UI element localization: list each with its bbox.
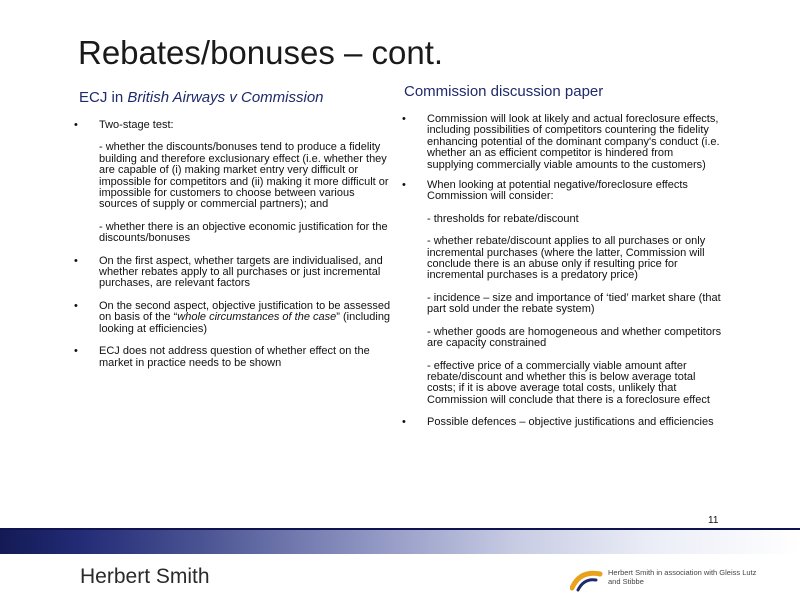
list-item	[402, 180, 722, 203]
bullet-text: Two-stage test:	[99, 119, 174, 131]
partner-logo	[570, 566, 755, 592]
indent-text: - incidence – size and importance of ‘tied’ market share (that part sold under the rebate system)	[427, 291, 721, 316]
bullet-text: When looking at potential negative/foreclosure effects Commission will consider:	[427, 179, 688, 203]
list-item	[74, 120, 394, 131]
list-item	[402, 327, 722, 350]
bullet-text: Commission will look at likely and actual foreclosure effects, including possibilities of competitors countering the fidelity enhancing potential of the dominant company's conduct (i.e. whether an as efficient competitor is hindered from supplying commercially viable amounts to the customers)	[427, 113, 720, 171]
bullet-marker: •	[74, 345, 78, 358]
left-column-heading	[79, 89, 324, 106]
bullet-text: On the first aspect, whether targets are individualised, and whether rebates apply to all purchases or just incremental purchases, are relevant factors	[99, 254, 383, 290]
page-number: 11	[708, 515, 719, 526]
indent-text: - effective price of a commercially viable amount after rebate/discount and whether this is below average total costs; if it is above average total costs, unlikely that Commission will conclude that there is a foreclosure effect	[427, 359, 710, 406]
list-item	[74, 301, 394, 335]
bullet-marker: •	[74, 254, 78, 267]
bullet-marker: •	[74, 119, 78, 131]
list-item	[74, 346, 394, 369]
list-item	[402, 361, 722, 407]
right-column	[402, 114, 722, 429]
list-item	[74, 222, 394, 245]
bullet-text: Possible defences – objective justifications and efficiencies	[427, 416, 714, 429]
bullet-text: ECJ does not address question of whether effect on the market in practice needs to be shown	[99, 345, 370, 369]
left-column	[74, 120, 394, 369]
list-item	[402, 293, 722, 316]
indent-text: - whether there is an objective economic justification for the discounts/bonuses	[99, 220, 388, 245]
left-heading-prefix: ECJ in	[79, 89, 128, 106]
left-heading-case-name: British Airways v Commission	[127, 89, 324, 106]
herbert-smith-logo: Herbert Smith	[80, 565, 210, 588]
list-item	[402, 114, 722, 171]
bullet-marker: •	[402, 416, 406, 429]
footer-gradient-bar	[0, 528, 800, 554]
bullet3-part-b: ” (including looking at efficiencies)	[99, 311, 391, 335]
arc-logo-icon	[570, 566, 604, 592]
bullet-text	[99, 301, 394, 335]
indent-text: - whether the discounts/bonuses tend to produce a fidelity building and therefore exclusionary effect (i.e. whether they are capable of (i) making market entry very difficult or impossible for competitors and (ii) making it more difficult or impossible for customers to choose between various sources of supply or commercial partners); and	[99, 141, 389, 211]
partner-logo-text: Herbert Smith in association with Gleiss Lutz and Stibbe	[608, 568, 757, 586]
indent-text: - whether goods are homogeneous and whether competitors are capacity constrained	[427, 325, 722, 350]
bullet3-part-a: On the second aspect, objective justification to be assessed on basis of the “	[99, 299, 391, 324]
right-column-heading: Commission discussion paper	[404, 83, 604, 100]
slide-title: Rebates/bonuses – cont.	[78, 34, 444, 71]
list-item	[74, 256, 394, 290]
indent-text: - thresholds for rebate/discount	[427, 212, 579, 225]
bullet-marker: •	[402, 113, 406, 125]
bullet3-emphasis: whole circumstances of the case	[177, 311, 337, 324]
list-item	[402, 214, 722, 225]
footer-rule	[0, 528, 800, 530]
list-item	[402, 236, 722, 282]
bullet-marker: •	[74, 299, 78, 312]
list-item	[402, 417, 722, 428]
list-item	[74, 142, 394, 210]
indent-text: - whether rebate/discount applies to all purchases or only incremental purchases (where the latter, Commission will conclude there is an abuse only if resulting price for incremental purchases is a predatory price)	[427, 235, 706, 282]
bullet-marker: •	[402, 179, 406, 192]
